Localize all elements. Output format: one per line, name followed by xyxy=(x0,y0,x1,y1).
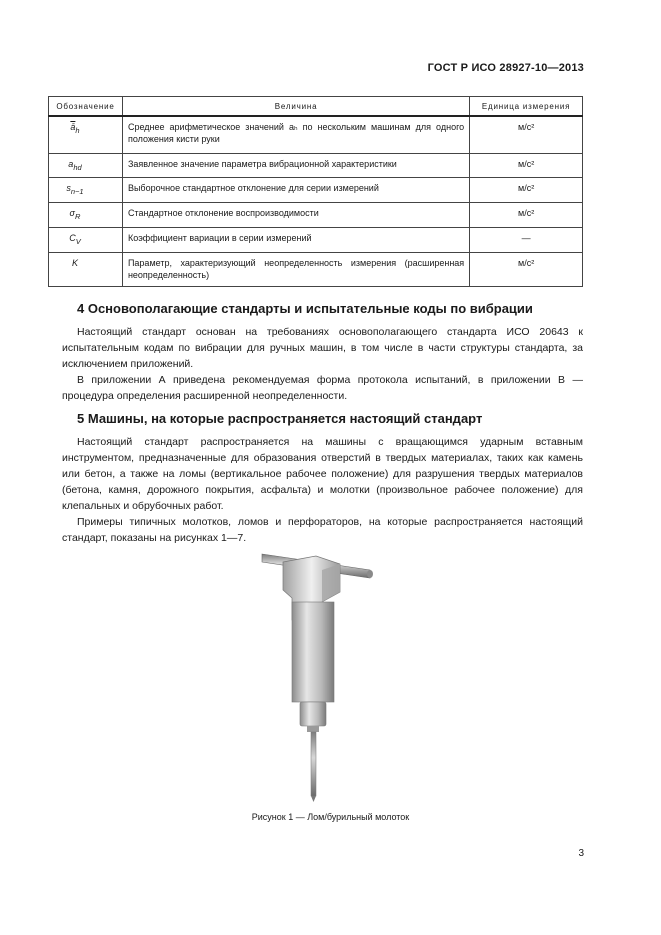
drill-bit xyxy=(311,732,316,796)
section-4-body xyxy=(62,324,583,404)
chuck xyxy=(307,726,319,732)
unit-cell: м/с² xyxy=(470,252,583,286)
unit-cell: — xyxy=(470,227,583,252)
symbol-cell: $\sigma_R$ xyxy=(49,203,123,228)
unit-cell: м/с² xyxy=(470,116,583,153)
column-header-symbol: Обозначение xyxy=(49,97,123,117)
page-number: 3 xyxy=(578,848,584,859)
table-row xyxy=(49,116,583,153)
table-row xyxy=(49,203,583,228)
table-header-row xyxy=(49,97,583,117)
symbol-cell: K xyxy=(49,252,123,286)
table-row xyxy=(49,153,583,178)
description-cell: Коэффициент вариации в серии измерений xyxy=(122,227,469,252)
section-5-title: 5 Машины, на которые распространяется настоящий стандарт xyxy=(77,411,483,426)
drill-hammer-illustration xyxy=(0,540,661,810)
description-cell: Параметр, характеризующий неопределенность измерения (расширенная неопределенность) xyxy=(122,252,469,286)
tool-nose xyxy=(300,702,326,726)
unit-cell: м/с² xyxy=(470,203,583,228)
paragraph: Примеры типичных молотков, ломов и перфораторов, на которые распространяется настоящий стандарт, показаны на рисунках 1—7. xyxy=(62,516,583,544)
symbol-cell: $\overline{ā}_h$ xyxy=(49,116,123,153)
section-5-body xyxy=(62,434,583,546)
tool-body xyxy=(292,602,334,702)
column-header-quantity: Величина xyxy=(122,97,469,117)
description-cell: Стандартное отклонение воспроизводимости xyxy=(122,203,469,228)
unit-cell: м/с² xyxy=(470,178,583,203)
symbol-cell: $a_{hd}$ xyxy=(49,153,123,178)
column-header-unit: Единица измерения xyxy=(470,97,583,117)
figure-caption: Рисунок 1 — Лом/бурильный молоток xyxy=(251,812,410,822)
symbols-table xyxy=(48,96,583,287)
table-row xyxy=(49,252,583,286)
symbol-cell: $C_V$ xyxy=(49,227,123,252)
symbol-cell: $s_{n-1}$ xyxy=(49,178,123,203)
paragraph: Настоящий стандарт основан на требованиях основополагающего стандарта ИСО 20643 к испытательным кодам по вибрации для ручных машин, в том числе в части структуры стандарта, за исключением приложений. xyxy=(62,326,583,370)
table-row xyxy=(49,178,583,203)
description-cell: Среднее арифметическое значений aₕ по нескольким машинам для одного положения кисти руки xyxy=(122,116,469,153)
table-row xyxy=(49,227,583,252)
paragraph: Настоящий стандарт распространяется на машины с вращающимся ударным вставным инструментом, предназначенные для образования отверстий в твердых материалах, таких как камень или бетон, а также на ломы (вертикальное рабочее положение) для разрушения твердых материалов (бетона, камня, дорожного покрытия, асфальта) и молотки (произвольное рабочее положение) для клепальных и обрубочных работ. xyxy=(62,436,583,512)
handle-end xyxy=(367,570,373,578)
head-shadow xyxy=(322,564,340,602)
description-cell: Заявленное значение параметра вибрационной характеристики xyxy=(122,153,469,178)
section-4-title: 4 Основополагающие стандарты и испытательные коды по вибрации xyxy=(77,301,533,316)
bit-tip xyxy=(311,796,316,802)
description-cell: Выборочное стандартное отклонение для серии измерений xyxy=(122,178,469,203)
document-header: ГОСТ Р ИСО 28927-10—2013 xyxy=(427,62,584,74)
paragraph: В приложении А приведена рекомендуемая форма протокола испытаний, в приложении В — процедура определения расширенной неопределенности. xyxy=(62,374,583,402)
unit-cell: м/с² xyxy=(470,153,583,178)
